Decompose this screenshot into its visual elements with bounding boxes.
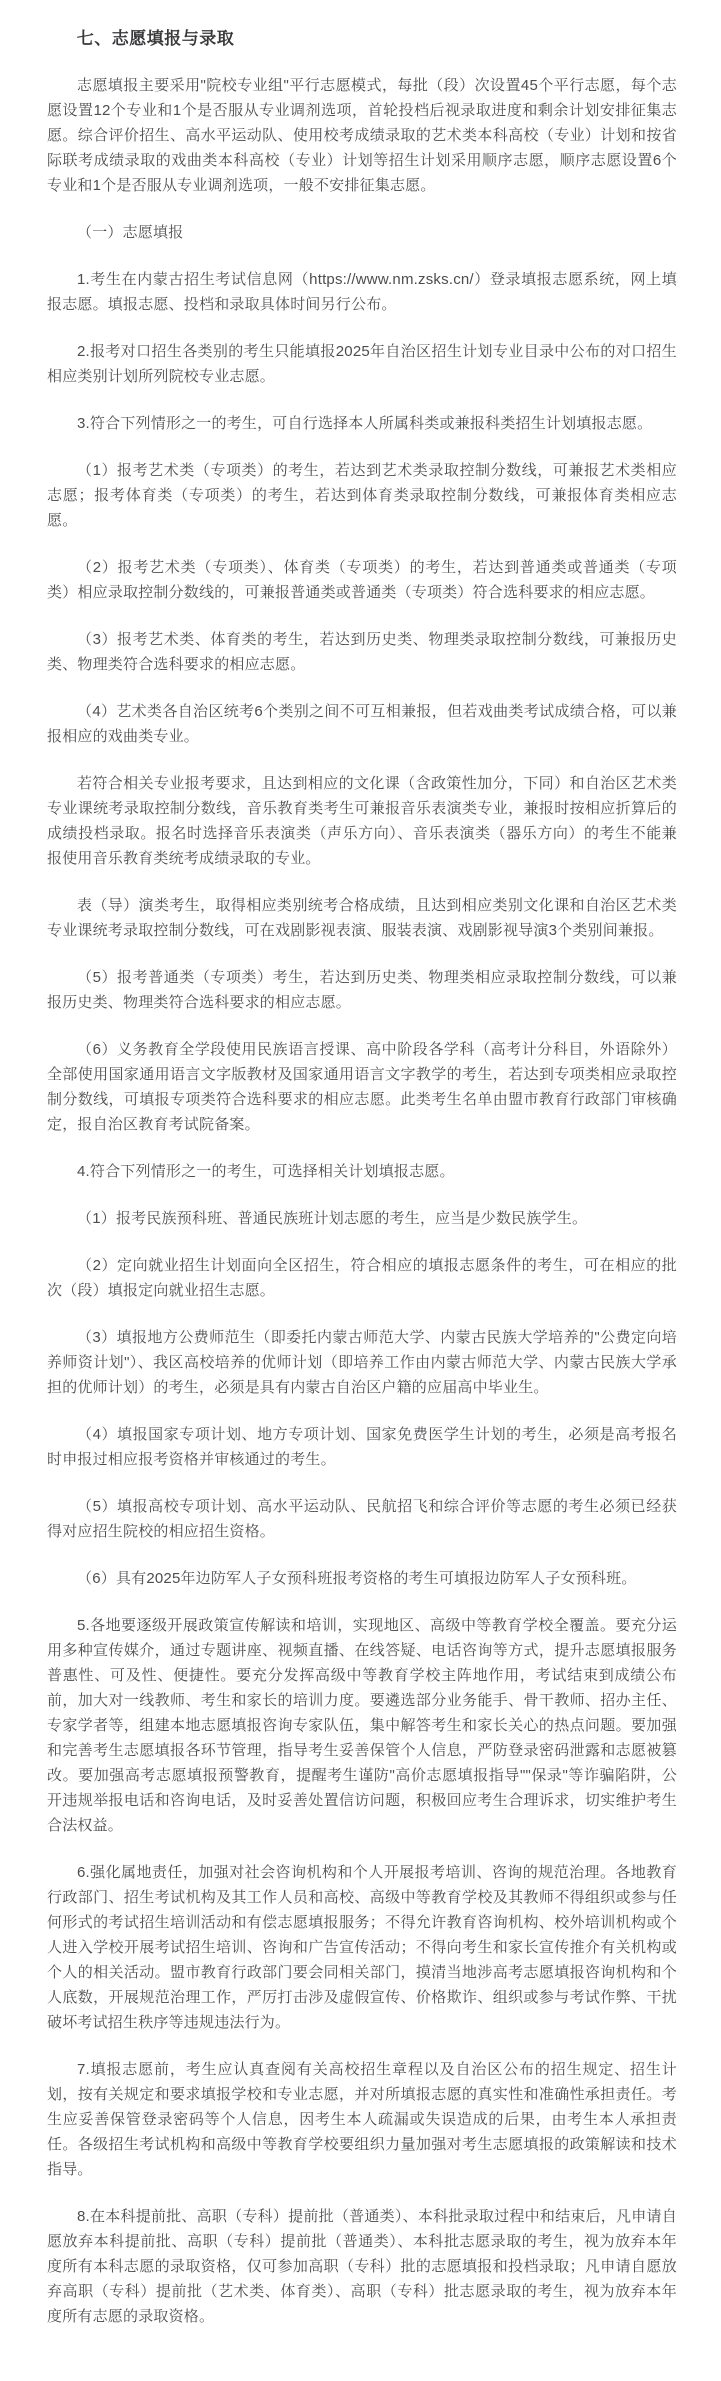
paragraph: （3）报考艺术类、体育类的考生，若达到历史类、物理类录取控制分数线，可兼报历史类、物理类符合选科要求的相应志愿。 — [47, 631, 677, 673]
paragraph: （3）填报地方公费师范生（即委托内蒙古师范大学、内蒙古民族大学培养的"公费定向培养师资计划"）、我区高校培养的优师计划（即培养工作由内蒙古师范大学、内蒙古民族大学承担的优师计划）的考生，必须是具有内蒙古自治区户籍的应届高中毕业生。 — [47, 1329, 677, 1396]
paragraph: 5.各地要逐级开展政策宣传解读和培训，实现地区、高级中等教育学校全覆盖。要充分运用多种宣传媒介，通过专题讲座、视频直播、在线答疑、电话咨询等方式，提升志愿填报服务普惠性、可及性、便捷性。要充分发挥高级中等教育学校主阵地作用，考试结束到成绩公布前，加大对一线教师、考生和家长的培训力度。要遴选部分业务能手、骨干教师、招办主任、专家学者等，组建本地志愿填报咨询专家队伍，集中解答考生和家长关心的热点问题。要加强和完善考生志愿填报各环节管理，指导考生妥善保管个人信息，严防登录密码泄露和志愿被篡改。要加强高考志愿填报预警教育，提醒考生谨防"高价志愿填报指导""保录"等诈骗陷阱，公开违规举报电话和咨询电话，及时妥善处置信访问题，积极回应考生合理诉求，切实维护考生合法权益。 — [47, 1617, 677, 1834]
paragraph: （6）具有2025年边防军人子女预科班报考资格的考生可填报边防军人子女预科班。 — [77, 1570, 637, 1587]
paragraph: （4）填报国家专项计划、地方专项计划、国家免费医学生计划的考生，必须是高考报名时申报过相应报考资格并审核通过的考生。 — [47, 1426, 677, 1468]
paragraph: （1）报考民族预科班、普通民族班计划志愿的考生，应当是少数民族学生。 — [77, 1210, 588, 1227]
paragraph: （2）定向就业招生计划面向全区招生，符合相应的填报志愿条件的考生，可在相应的批次（段）填报定向就业招生志愿。 — [47, 1257, 677, 1299]
subsection-heading: （一）志愿填报 — [77, 224, 184, 241]
paragraph: 8.在本科提前批、高职（专科）提前批（普通类）、本科批录取过程中和结束后，凡申请自愿放弃本科提前批、高职（专科）提前批（普通类）、本科批志愿录取的考生，视为放弃本年度所有本科志愿的录取资格，仅可参加高职（专科）批的志愿填报和投档录取；凡申请自愿放弃高职（专科）提前批（艺术类、体育类）、高职（专科）批志愿录取的考生，视为放弃本年度所有志愿的录取资格。 — [47, 2208, 677, 2325]
paragraph: 若符合相关专业报考要求，且达到相应的文化课（含政策性加分，下同）和自治区艺术类专业课统考录取控制分数线，音乐教育类考生可兼报音乐表演类专业，兼报时按相应折算后的成绩投档录取。报名时选择音乐表演类（声乐方向）、音乐表演类（器乐方向）的考生不能兼报使用音乐教育类统考成绩录取的专业。 — [47, 775, 677, 867]
paragraph: （2）报考艺术类（专项类）、体育类（专项类）的考生，若达到普通类或普通类（专项类）相应录取控制分数线的，可兼报普通类或普通类（专项类）符合选科要求的相应志愿。 — [47, 559, 677, 601]
paragraph: 2.报考对口招生各类别的考生只能填报2025年自治区招生计划专业目录中公布的对口招生相应类别计划所列院校专业志愿。 — [47, 343, 677, 385]
paragraph: 7.填报志愿前，考生应认真查阅有关高校招生章程以及自治区公布的招生规定、招生计划，按有关规定和要求填报学校和专业志愿，并对所填报志愿的真实性和准确性承担责任。考生应妥善保管登录密码等个人信息，因考生本人疏漏或失误造成的后果，由考生本人承担责任。各级招生考试机构和高级中等教育学校要组织力量加强对考生志愿填报的政策解读和技术指导。 — [47, 2061, 677, 2178]
paragraph: 3.符合下列情形之一的考生，可自行选择本人所属科类或兼报科类招生计划填报志愿。 — [77, 415, 653, 432]
paragraph: 表（导）演类考生，取得相应类别统考合格成绩，且达到相应类别文化课和自治区艺术类专业课统考录取控制分数线，可在戏剧影视表演、服装表演、戏剧影视导演3个类别间兼报。 — [47, 897, 677, 939]
article-body — [47, 73, 677, 2329]
paragraph: （5）报考普通类（专项类）考生，若达到历史类、物理类相应录取控制分数线，可以兼报历史类、物理类符合选科要求的相应志愿。 — [47, 969, 677, 1011]
section-heading: 七、志愿填报与录取 — [76, 29, 235, 48]
paragraph: （4）艺术类各自治区统考6个类别之间不可互相兼报，但若戏曲类考试成绩合格，可以兼报相应的戏曲类专业。 — [47, 703, 677, 745]
paragraph: 1.考生在内蒙古招生考试信息网（https://www.nm.zsks.cn/）登录填报志愿系统，网上填报志愿。填报志愿、投档和录取具体时间另行公布。 — [47, 271, 677, 313]
paragraph: （6）义务教育全学段使用民族语言授课、高中阶段各学科（高考计分科目，外语除外）全部使用国家通用语言文字版教材及国家通用语言文字教学的考生，若达到专项类相应录取控制分数线，可填报专项类符合选科要求的相应志愿。此类考生名单由盟市教育行政部门审核确定，报自治区教育考试院备案。 — [47, 1041, 677, 1133]
paragraph: （5）填报高校专项计划、高水平运动队、民航招飞和综合评价等志愿的考生必须已经获得对应招生院校的相应招生资格。 — [47, 1498, 677, 1540]
paragraph: （1）报考艺术类（专项类）的考生，若达到艺术类录取控制分数线，可兼报艺术类相应志愿；报考体育类（专项类）的考生，若达到体育类录取控制分数线，可兼报体育类相应志愿。 — [47, 462, 677, 529]
paragraph: 6.强化属地责任，加强对社会咨询机构和个人开展报考培训、咨询的规范治理。各地教育行政部门、招生考试机构及其工作人员和高校、高级中等教育学校及其教师不得组织或参与任何形式的考试招生培训活动和有偿志愿填报服务；不得允许教育咨询机构、校外培训机构或个人进入学校开展考试招生培训、咨询和广告宣传活动；不得向考生和家长宣传推介有关机构或个人的相关活动。盟市教育行政部门要会同相关部门，摸清当地涉高考志愿填报咨询机构和个人底数，开展规范治理工作，严厉打击涉及虚假宣传、价格欺诈、组织或参与考试作弊、干扰破坏考试招生秩序等违规违法行为。 — [47, 1864, 677, 2031]
paragraph: 4.符合下列情形之一的考生，可选择相关计划填报志愿。 — [77, 1163, 455, 1180]
paragraph: 志愿填报主要采用"院校专业组"平行志愿模式，每批（段）次设置45个平行志愿，每个志愿设置12个专业和1个是否服从专业调剂选项，首轮投档后视录取进度和剩余计划安排征集志愿。综合评价招生、高水平运动队、使用校考成绩录取的艺术类本科高校（专业）计划和按省际联考成绩录取的戏曲类本科高校（专业）计划等招生计划采用顺序志愿，顺序志愿设置6个专业和1个是否服从专业调剂选项，一般不安排征集志愿。 — [47, 77, 677, 194]
